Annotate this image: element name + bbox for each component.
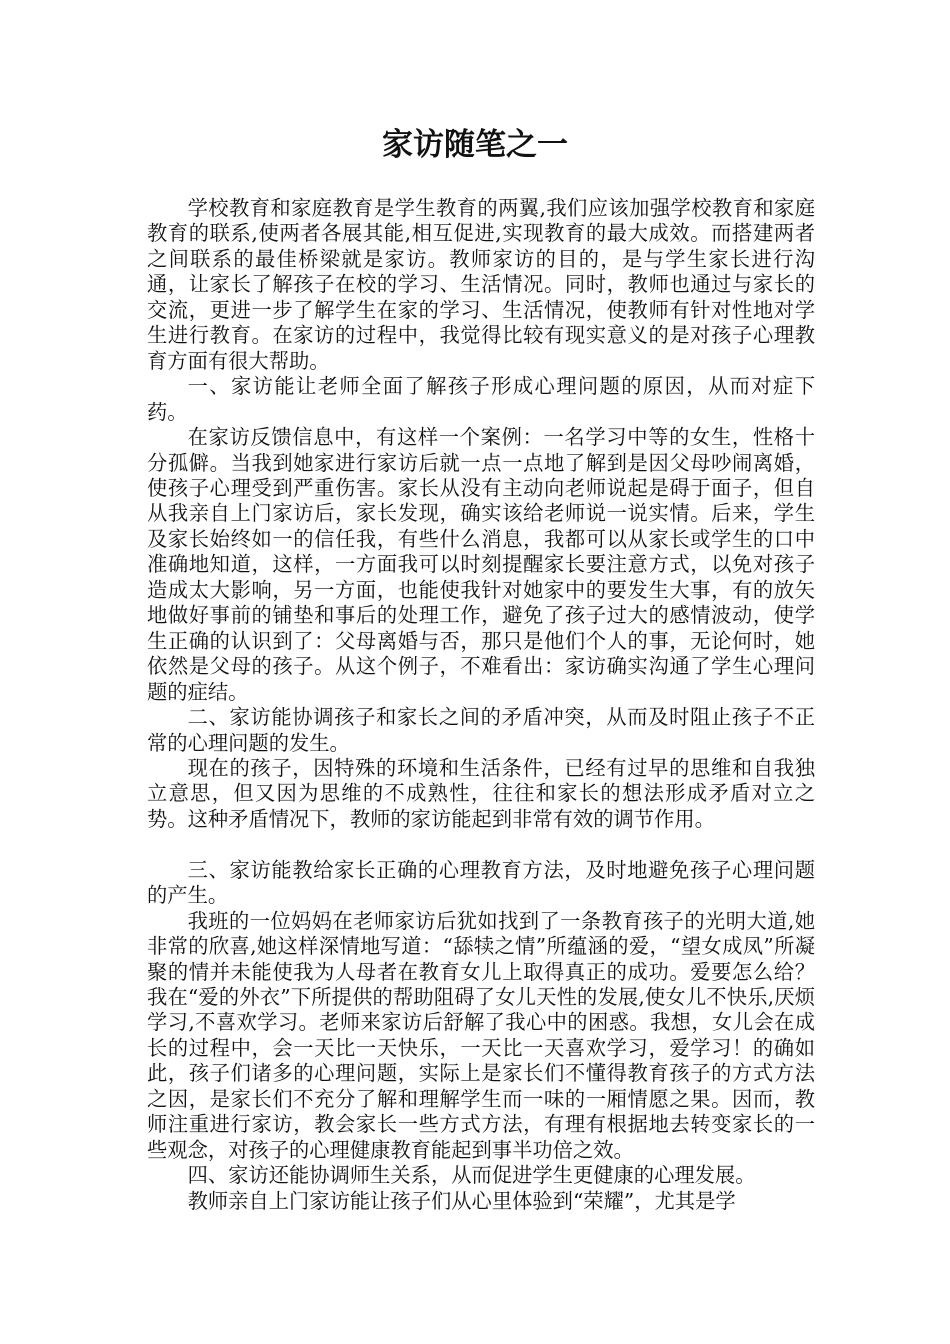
paragraph-conflict: 现在的孩子，因特殊的环境和生活条件，已经有过早的思维和自我独立意思，但又因为思维的不成熟性，往往和家长的想法形成矛盾对立之势。这种矛盾情况下，教师的家访能起到非常有效的调节作用。 — [147, 755, 815, 831]
paragraph-mother: 我班的一位妈妈在老师家访后犹如找到了一条教育孩子的光明大道,她非常的欣喜,她这样深情地写道：“舔犊之情”所蕴涵的爱，“望女成凤”所凝聚的情并未能使我为人母者在教育女儿上取得真正的成功。爱要怎么给？我在“爱的外衣”下所提供的帮助阻碍了女儿天性的发展,使女儿不快乐,厌烦学习,不喜欢学习。老师来家访后舒解了我心中的困惑。我想，女儿会在成长的过程中，会一天比一天快乐，一天比一天喜欢学习，爱学习！的确如此，孩子们诸多的心理问题，实际上是家长们不懂得教育孩子的方式方法之因，是家长们不充分了解和理解学生而一味的一厢情愿之果。因而，教师注重进行家访，教会家长一些方式方法，有理有根据地去转变家长的一些观念，对孩子的心理健康教育能起到事半功倍之效。 — [147, 908, 815, 1162]
section-heading-1: 一、家访能让老师全面了解孩子形成心理问题的原因，从而对症下药。 — [147, 374, 815, 424]
paragraph-case: 在家访反馈信息中，有这样一个案例：一名学习中等的女生，性格十分孤僻。当我到她家进行家访后就一点一点地了解到是因父母吵闹离婚，使孩子心理受到严重伤害。家长从没有主动向老师说起是碍于面子，但自从我亲自上门家访后，家长发现，确实该给老师说一说实情。后来，学生及家长始终如一的信任我，有些什么消息，我都可以从家长或学生的口中准确地知道，这样，一方面我可以时刻提醒家长要注意方式，以免对孩子造成太大影响，另一方面，也能使我针对她家中的要发生大事，有的放矢地做好事前的铺垫和事后的处理工作，避免了孩子过大的感情波动，使学生正确的认识到了：父母离婚与否，那只是他们个人的事，无论何时，她依然是父母的孩子。从这个例子，不难看出：家访确实沟通了学生心理问题的症结。 — [147, 425, 815, 704]
section-heading-4: 四、家访还能协调师生关系，从而促进学生更健康的心理发展。 — [187, 1163, 756, 1188]
paragraph-intro: 学校教育和家庭教育是学生教育的两翼,我们应该加强学校教育和家庭教育的联系,使两者各展其能,相互促进,实现教育的最大成效。而搭建两者之间联系的最佳桥梁就是家访。教师家访的目的，是与学生家长进行沟通，让家长了解孩子在校的学习、生活情况。同时，教师也通过与家长的交流，更进一步了解学生在家的学习、生活情况，使教师有针对性地对学生进行教育。在家访的过程中，我觉得比较有现实意义的是对孩子心理教育方面有很大帮助。 — [147, 196, 815, 373]
document-title: 家访随笔之一 — [382, 127, 568, 163]
paragraph-honor: 教师亲自上门家访能让孩子们从心里体验到“荣耀”，尤其是学 — [187, 1188, 736, 1213]
section-heading-2: 二、家访能协调孩子和家长之间的矛盾冲突，从而及时阻止孩子不正常的心理问题的发生。 — [147, 705, 815, 755]
document-body — [147, 196, 815, 1214]
section-heading-3: 三、家访能教给家长正确的心理教育方法，及时地避免孩子心理问题的产生。 — [147, 857, 815, 908]
blank-line — [147, 832, 815, 857]
